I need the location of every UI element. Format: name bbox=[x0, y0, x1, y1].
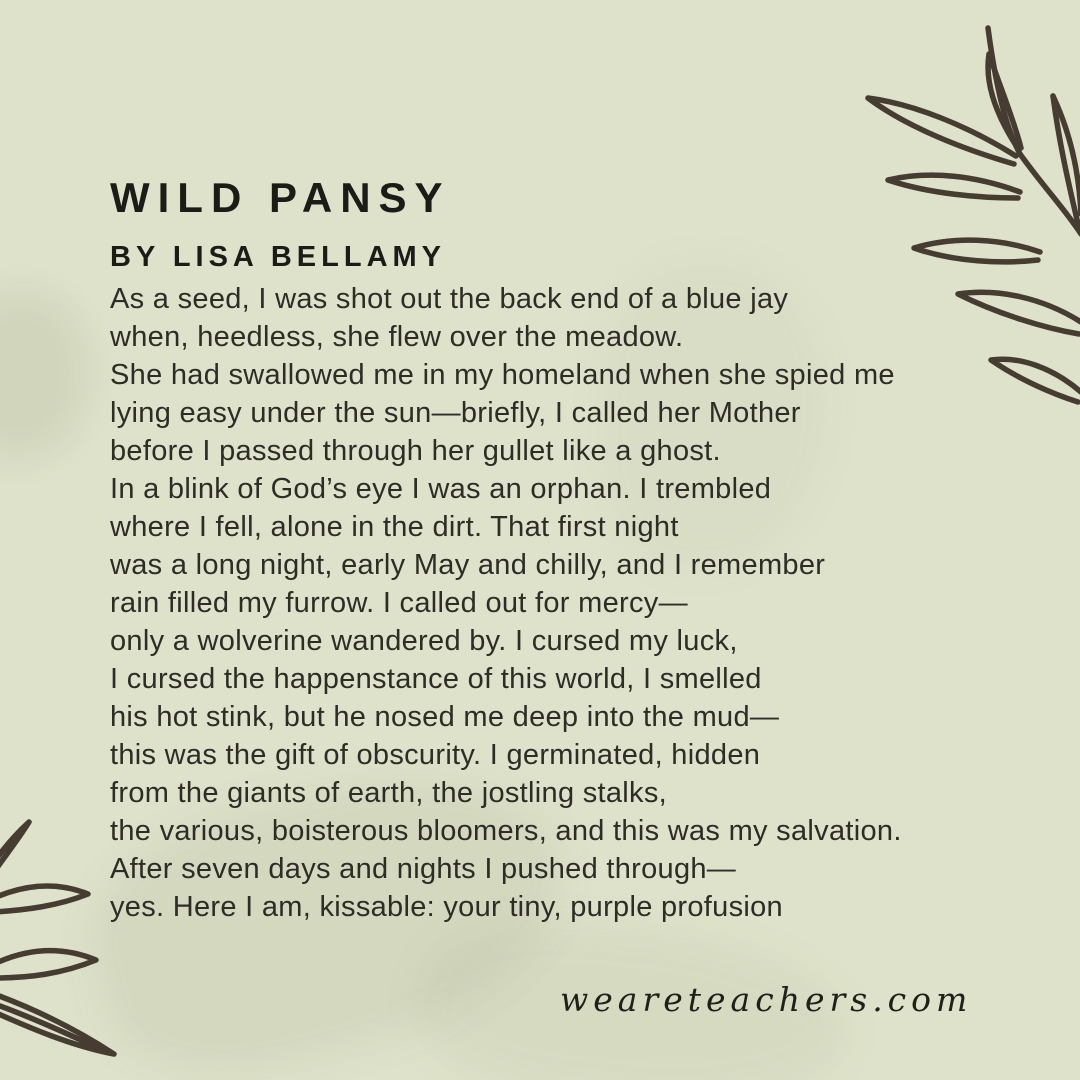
poem-line: the various, boisterous bloomers, and this was my salvation. bbox=[110, 815, 902, 847]
poem-line: before I passed through her gullet like a ghost. bbox=[110, 435, 721, 467]
poem-line: lying easy under the sun—briefly, I called her Mother bbox=[110, 397, 801, 429]
poem-byline: BY LISA BELLAMY bbox=[110, 241, 447, 274]
poem-line: She had swallowed me in my homeland when she spied me bbox=[110, 359, 895, 391]
poem-line: In a blink of God’s eye I was an orphan. I trembled bbox=[110, 473, 772, 505]
poem-line: was a long night, early May and chilly, and I remember bbox=[110, 549, 826, 581]
poem-line: from the giants of earth, the jostling stalks, bbox=[110, 777, 668, 809]
poem-line: this was the gift of obscurity. I germinated, hidden bbox=[110, 739, 761, 771]
poem-line: rain filled my furrow. I called out for mercy— bbox=[110, 587, 688, 619]
poem-line: I cursed the happenstance of this world, I smelled bbox=[110, 663, 762, 695]
poem-line: yes. Here I am, kissable: your tiny, purple profusion bbox=[110, 891, 783, 923]
poem-text bbox=[110, 280, 1010, 926]
poem-line: only a wolverine wandered by. I cursed my luck, bbox=[110, 625, 738, 657]
poem-line: After seven days and nights I pushed through— bbox=[110, 853, 737, 885]
poem-line: where I fell, alone in the dirt. That first night bbox=[110, 511, 679, 543]
poem-title: WILD PANSY bbox=[110, 174, 451, 222]
poem-line: when, heedless, she flew over the meadow. bbox=[110, 321, 684, 353]
poem-line: As a seed, I was shot out the back end of a blue jay bbox=[110, 283, 789, 315]
poem-line: his hot stink, but he nosed me deep into the mud— bbox=[110, 701, 780, 733]
website-url: weareteachers.com bbox=[560, 980, 973, 1019]
background-watermark bbox=[0, 290, 90, 460]
